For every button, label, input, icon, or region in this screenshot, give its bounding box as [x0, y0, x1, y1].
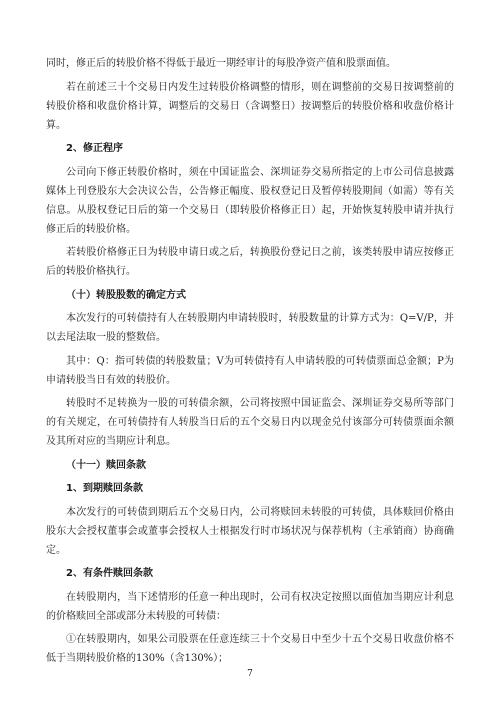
paragraph: 其中：Q：指可转债的转股数量；V为可转债持有人申请转股的可转债票面总金额；P为申请转股当日有效的转股价。	[46, 355, 454, 386]
section-heading: （十）转股股数的确定方式	[66, 289, 186, 301]
section-heading: 2、有条件赎回条款	[66, 568, 153, 579]
section-heading: （十一）赎回条款	[66, 459, 146, 471]
page-body	[46, 54, 454, 673]
paragraph: 本次发行的可转债持有人在转股期内申请转股时，转股数量的计算方式为：Q=V/P，并以去尾法取一股的整数倍。	[46, 313, 454, 343]
paragraph: 若在前述三十个交易日内发生过转股价格调整的情形，则在调整前的交易日按调整前的转股价格和收盘价格计算，调整后的交易日（含调整日）按调整后的转股价格和收盘价格计算。	[46, 81, 454, 131]
page-number: 7	[247, 669, 253, 679]
paragraph: 转股时不足转换为一股的可转债余额，公司将按照中国证监会、深圳证券交易所等部门的有关规定，在可转债持有人转股当日后的五个交易日内以现金兑付该部分可转债票面余额及其所对应的当期应计利息。	[46, 398, 454, 447]
paragraph: 公司向下修正转股价格时，须在中国证监会、深圳证券交易所指定的上市公司信息披露媒体上刊登股东大会决议公告，公告修正幅度、股权登记日及暂停转股期间（如需）等有关信息。从股权登记日后的第一个交易日（即转股价格修正日）起，开始恢复转股申请并执行修正后的转股价格。	[46, 166, 454, 235]
paragraph: 在转股期内，当下述情形的任意一种出现时，公司有权决定按照以面值加当期应计利息的价格赎回全部或部分未转股的可转债：	[46, 591, 454, 622]
section-heading: 1、到期赎回条款	[66, 483, 143, 494]
paragraph: ①在转股期内，如果公司股票在任意连续三十个交易日中至少十五个交易日收盘价格不低于当期转股价格的130%（含130%）；	[46, 634, 454, 664]
paragraph: 若转股价格修正日为转股申请日或之后，转换股份登记日之前，该类转股申请应按修正后的转股价格执行。	[46, 247, 454, 277]
paragraph: 本次发行的可转债到期后五个交易日内，公司将赎回未转股的可转债，具体赎回价格由股东大会授权董事会或董事会授权人士根据发行时市场状况与保荐机构（主承销商）协商确定。	[46, 506, 454, 556]
paragraph: 同时，修正后的转股价格不得低于最近一期经审计的每股净资产值和股票面值。	[46, 58, 396, 69]
section-heading: 2、修正程序	[66, 143, 123, 154]
